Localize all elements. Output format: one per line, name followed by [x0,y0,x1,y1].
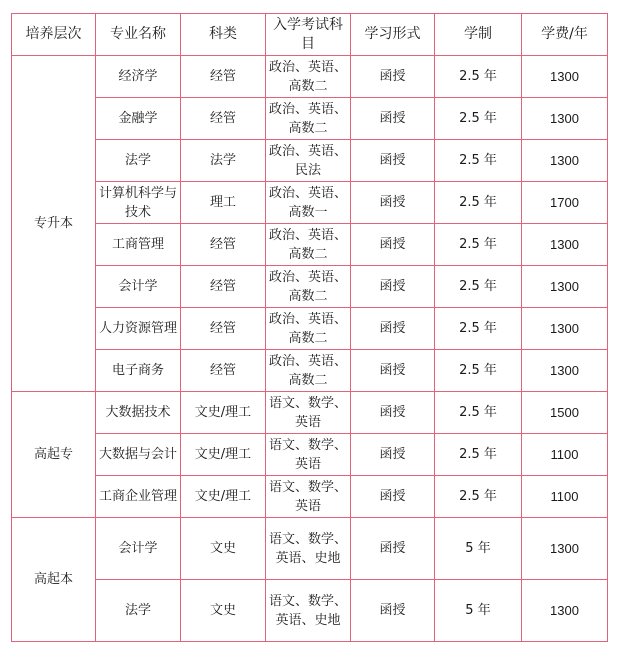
duration-cell: 2.5 年 [435,266,522,308]
subjects-cell: 政治、英语、高数二 [266,350,351,392]
subjects-cell: 政治、英语、民法 [266,140,351,182]
subjects-cell: 政治、英语、高数二 [266,224,351,266]
category-cell: 理工 [181,182,266,224]
table-row [12,580,608,642]
major-cell: 大数据技术 [96,392,181,434]
fee-cell: 1100 [522,434,608,476]
form-cell: 函授 [351,476,435,518]
form-cell: 函授 [351,434,435,476]
level-cell: 专升本 [12,56,96,392]
subjects-cell: 政治、英语、高数二 [266,266,351,308]
fee-cell: 1300 [522,350,608,392]
major-cell: 计算机科学与技术 [96,182,181,224]
subjects-cell: 语文、数学、英语 [266,434,351,476]
duration-cell: 2.5 年 [435,392,522,434]
header-major: 专业名称 [96,14,181,56]
duration-cell: 2.5 年 [435,476,522,518]
form-cell: 函授 [351,308,435,350]
table-row [12,518,608,580]
fee-cell: 1300 [522,224,608,266]
category-cell: 经管 [181,308,266,350]
header-fee: 学费/年 [522,14,608,56]
category-cell: 经管 [181,98,266,140]
fee-cell: 1700 [522,182,608,224]
form-cell: 函授 [351,580,435,642]
major-cell: 工商企业管理 [96,476,181,518]
major-cell: 会计学 [96,266,181,308]
category-cell: 文史 [181,518,266,580]
duration-cell: 5 年 [435,580,522,642]
fee-cell: 1300 [522,518,608,580]
fee-cell: 1300 [522,580,608,642]
form-cell: 函授 [351,182,435,224]
duration-cell: 2.5 年 [435,140,522,182]
form-cell: 函授 [351,518,435,580]
major-cell: 大数据与会计 [96,434,181,476]
category-cell: 文史/理工 [181,476,266,518]
major-cell: 金融学 [96,98,181,140]
major-cell: 工商管理 [96,224,181,266]
subjects-cell: 语文、数学、英语 [266,392,351,434]
category-cell: 文史/理工 [181,434,266,476]
duration-cell: 5 年 [435,518,522,580]
table-body [12,56,608,642]
category-cell: 经管 [181,224,266,266]
fee-cell: 1300 [522,56,608,98]
form-cell: 函授 [351,140,435,182]
form-cell: 函授 [351,266,435,308]
subjects-cell: 政治、英语、高数二 [266,98,351,140]
fee-cell: 1500 [522,392,608,434]
table-row [12,224,608,266]
duration-cell: 2.5 年 [435,434,522,476]
category-cell: 文史/理工 [181,392,266,434]
table-row [12,308,608,350]
table-row [12,434,608,476]
form-cell: 函授 [351,224,435,266]
duration-cell: 2.5 年 [435,98,522,140]
table-row [12,476,608,518]
duration-cell: 2.5 年 [435,56,522,98]
category-cell: 法学 [181,140,266,182]
program-table [11,13,608,642]
subjects-cell: 语文、数学、英语、史地 [266,518,351,580]
header-row [12,14,608,56]
category-cell: 经管 [181,56,266,98]
subjects-cell: 政治、英语、高数二 [266,56,351,98]
header-duration: 学制 [435,14,522,56]
major-cell: 会计学 [96,518,181,580]
subjects-cell: 语文、数学、英语、史地 [266,580,351,642]
fee-cell: 1300 [522,308,608,350]
subjects-cell: 政治、英语、高数二 [266,308,351,350]
level-cell: 高起专 [12,392,96,518]
duration-cell: 2.5 年 [435,182,522,224]
category-cell: 文史 [181,580,266,642]
duration-cell: 2.5 年 [435,308,522,350]
major-cell: 法学 [96,140,181,182]
major-cell: 电子商务 [96,350,181,392]
form-cell: 函授 [351,56,435,98]
table-row [12,350,608,392]
duration-cell: 2.5 年 [435,350,522,392]
level-cell: 高起本 [12,518,96,642]
form-cell: 函授 [351,350,435,392]
table-row [12,392,608,434]
header-level: 培养层次 [12,14,96,56]
header-subjects: 入学考试科目 [266,14,351,56]
header-form: 学习形式 [351,14,435,56]
table-row [12,140,608,182]
form-cell: 函授 [351,392,435,434]
subjects-cell: 政治、英语、高数一 [266,182,351,224]
major-cell: 人力资源管理 [96,308,181,350]
duration-cell: 2.5 年 [435,224,522,266]
category-cell: 经管 [181,350,266,392]
category-cell: 经管 [181,266,266,308]
fee-cell: 1300 [522,266,608,308]
major-cell: 经济学 [96,56,181,98]
form-cell: 函授 [351,98,435,140]
header-category: 科类 [181,14,266,56]
table-row [12,182,608,224]
fee-cell: 1300 [522,98,608,140]
subjects-cell: 语文、数学、英语 [266,476,351,518]
table-row [12,56,608,98]
fee-cell: 1100 [522,476,608,518]
table-row [12,266,608,308]
table-row [12,98,608,140]
major-cell: 法学 [96,580,181,642]
fee-cell: 1300 [522,140,608,182]
